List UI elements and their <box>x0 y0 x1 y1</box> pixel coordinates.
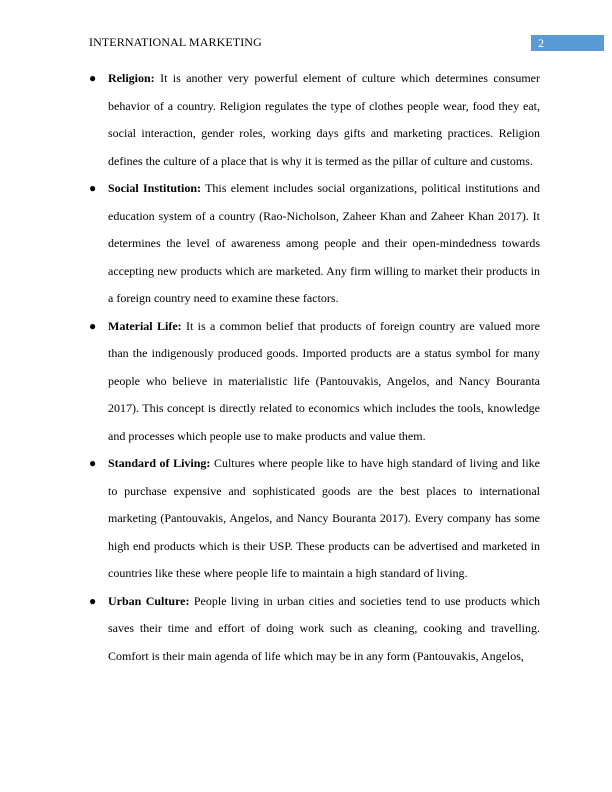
running-header-title: INTERNATIONAL MARKETING <box>89 35 262 49</box>
bullet-term: Urban Culture: <box>108 593 190 608</box>
page-number: 2 <box>538 36 544 50</box>
bullet-icon: ● <box>89 181 97 195</box>
bullet-term: Social Institution: <box>108 181 201 195</box>
bullet-list <box>89 65 541 670</box>
bullet-item-urban-culture <box>89 588 540 671</box>
bullet-icon: ● <box>89 593 97 608</box>
bullet-text: Cultures where people like to have high standard of living and like to purchase expensive and sophisticated goods are the best places to international marketing (Pantouvakis, Angelos, and Nancy Bouranta 2017). Every company has some high end products which is their USP. These products can be advertised and marketed in countries like these where people life to maintain a high standard of living. <box>108 456 541 580</box>
bullet-term: Religion: <box>108 71 155 85</box>
bullet-item-social-institution <box>89 175 540 313</box>
bullet-icon: ● <box>89 318 97 333</box>
bullet-icon: ● <box>89 456 97 470</box>
bullet-term: Material Life: <box>108 318 182 333</box>
bullet-icon: ● <box>89 71 97 85</box>
bullet-item-material-life <box>89 313 540 451</box>
page-number-bar <box>531 35 604 51</box>
bullet-item-standard-of-living <box>89 450 541 588</box>
bullet-text: It is another very powerful element of culture which determines consumer behavior of a country. Religion regulates the type of clothes people wear, food they eat, social interaction, gender roles, working days gifts and marketing practices. Religion defines the culture of a place that is why it is termed as the pillar of culture and customs. <box>108 71 540 168</box>
bullet-text: People living in urban cities and societies tend to use products which saves their time and effort of doing work such as cleaning, cooking and travelling. Comfort is their main agenda of life which may be in any form (Pantouvakis, Angelos, <box>108 593 540 663</box>
bullet-item-religion <box>89 65 540 175</box>
bullet-text: It is a common belief that products of foreign country are valued more than the indigenously produced goods. Imported products are a status symbol for many people who believe in materialistic life (Pantouvakis, Angelos, and Nancy Bouranta 2017). This concept is directly related to economics which includes the tools, knowledge and processes which people use to make products and value them. <box>108 318 540 443</box>
bullet-term: Standard of Living: <box>108 456 211 470</box>
bullet-text: This element includes social organizations, political institutions and education system of a country (Rao-Nicholson, Zaheer Khan and Zaheer Khan 2017). It determines the level of awareness among people and their open-mindedness towards accepting new products which are marketed. Any firm willing to market their products in a foreign country need to examine these factors. <box>108 181 540 305</box>
